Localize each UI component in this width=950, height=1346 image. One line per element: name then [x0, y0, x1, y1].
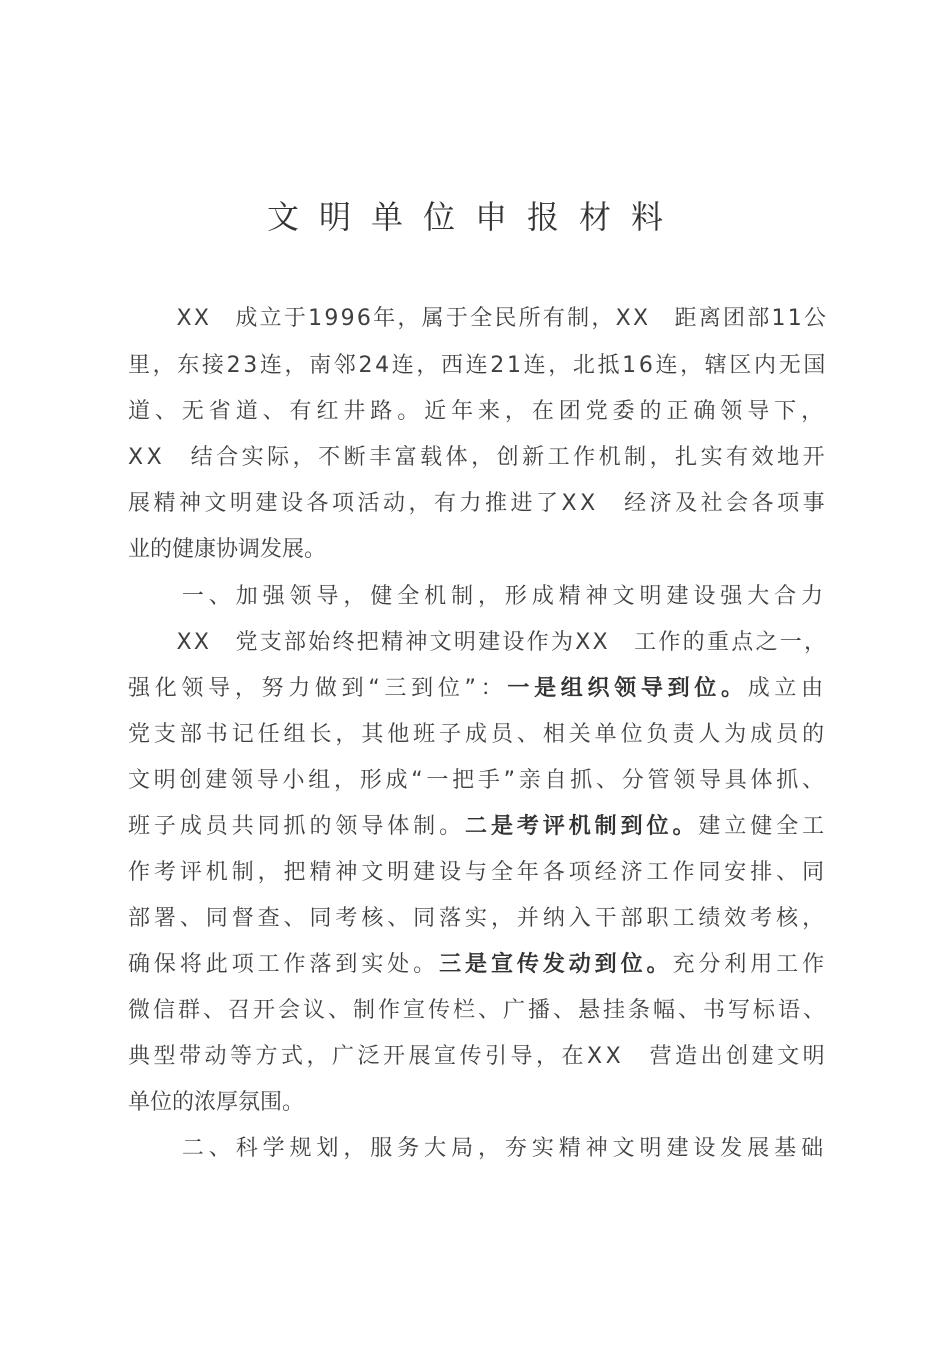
text-segment: XX 结合实际，不断丰富载体，创新工作机制，扎实有效地开	[128, 445, 829, 470]
paragraph-line	[128, 1086, 304, 1120]
section-heading	[128, 1132, 828, 1166]
text-segment: 建立健全工	[698, 814, 829, 839]
paragraph-line	[128, 533, 326, 567]
text-segment: 一、加强领导，健全机制，形成精神文明建设强大合力	[128, 584, 829, 609]
document-title: 文明单位申报材料	[266, 198, 683, 236]
text-segment: 成立由	[747, 676, 828, 701]
text-segment: 二、科学规划，服务大局，夯实精神文明建设发展基础	[128, 1136, 829, 1161]
text-segment: 强化领导，努力做到“三到位”：	[128, 676, 508, 701]
text-segment: XX 党支部始终把精神文明建设作为XX 工作的重点之一，	[128, 630, 829, 655]
paragraph-line	[128, 764, 828, 798]
paragraph-line	[128, 395, 828, 429]
text-segment: 党支部书记任组长，其他班子成员、相关单位负责人为成员的	[128, 722, 829, 747]
text-segment: 里，东接23连，南邻24连，西连21连，北抵16连，辖区内无国	[128, 353, 828, 378]
text-segment: 确保将此项工作落到实处。	[128, 952, 440, 977]
text-segment: 展精神文明建设各项活动，有力推进了XX 经济及社会各项事	[128, 491, 829, 516]
paragraph-line	[128, 902, 828, 936]
text-segment: 文明创建领导小组，形成“一把手”亲自抓、分管领导具体抓、	[128, 768, 828, 793]
paragraph-line	[128, 856, 828, 890]
paragraph-line	[128, 487, 828, 521]
bold-phrase: 一是组织领导到位。	[507, 676, 748, 701]
text-segment: 典型带动等方式，广泛开展宣传引导，在XX 营造出创建文明	[128, 1044, 829, 1069]
text-segment: 充分利用工作	[672, 952, 829, 977]
paragraph-line	[128, 672, 828, 706]
paragraph-line	[128, 948, 828, 982]
text-segment: 作考评机制，把精神文明建设与全年各项经济工作同安排、同	[128, 860, 829, 885]
text-segment: 业的健康协调发展。	[128, 537, 327, 562]
text-segment: 微信群、召开会议、制作宣传栏、广播、悬挂条幅、书写标语、	[128, 998, 829, 1023]
text-segment: 单位的浓厚氛围。	[128, 1090, 305, 1115]
text-segment: 道、无省道、有红井路。近年来，在团党委的正确领导下，	[128, 399, 829, 424]
bold-phrase: 二是考评机制到位。	[465, 814, 699, 839]
paragraph-line	[128, 626, 828, 660]
text-segment: XX 成立于1996年，属于全民所有制，XX 距离团部11公	[128, 306, 829, 331]
bold-phrase: 三是宣传发动到位。	[439, 952, 673, 977]
paragraph-line	[128, 1040, 828, 1074]
paragraph-line	[128, 810, 828, 844]
paragraph-line	[128, 302, 828, 336]
paragraph-line	[128, 441, 828, 475]
paragraph-line	[128, 349, 828, 383]
paragraph-line	[128, 718, 828, 752]
text-segment: 部署、同督查、同考核、同落实，并纳入干部职工绩效考核，	[128, 906, 829, 931]
text-segment: 班子成员共同抓的领导体制。	[128, 814, 466, 839]
paragraph-line	[128, 994, 828, 1028]
section-heading	[128, 580, 828, 614]
